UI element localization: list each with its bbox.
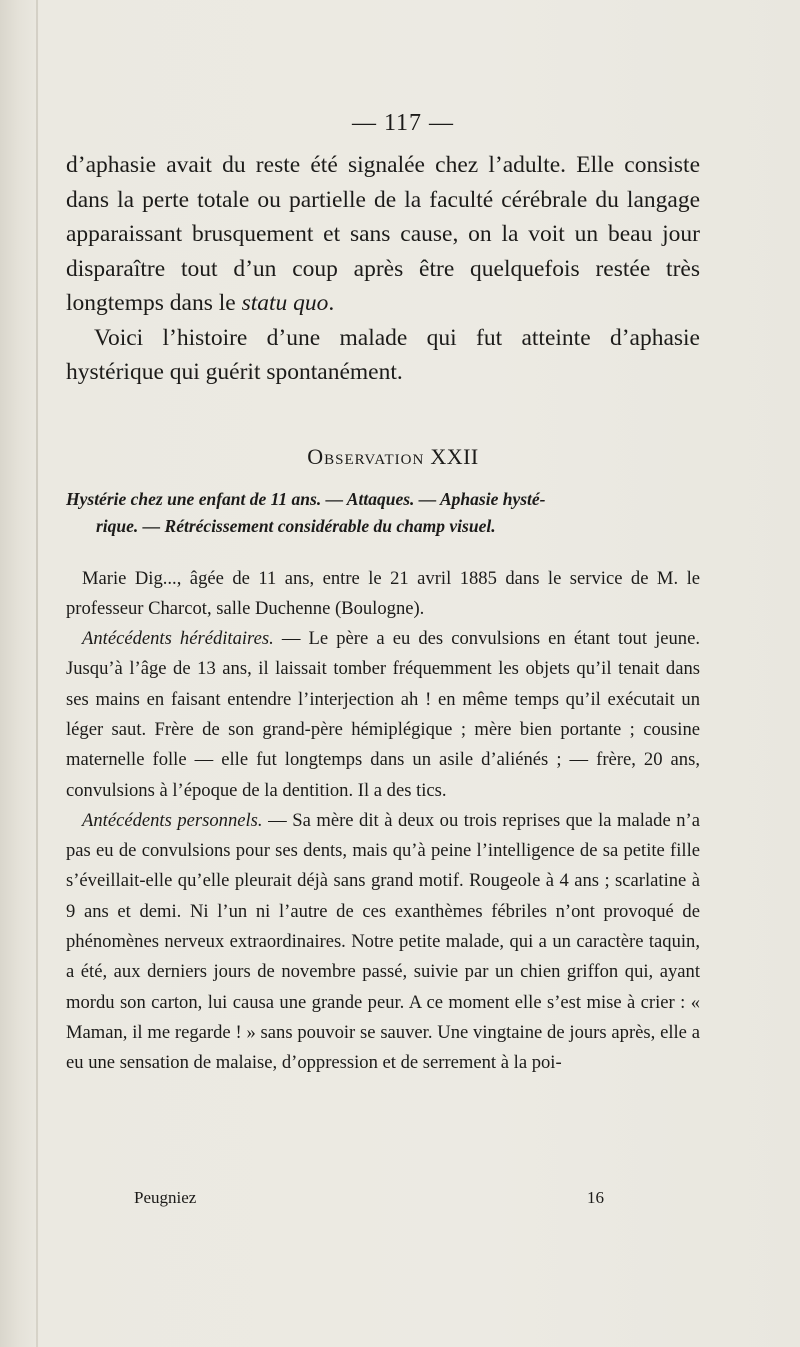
intro-paragraph-1-text: d’aphasie avait du reste été signalée chez l’adulte. Elle consiste dans la perte totale ou partielle de la faculté cérébrale du langage apparaissant brusquement et sans cause, on la voit un beau jour disparaître tout d’un coup après être quelquefois restée très longtemps dans le (66, 152, 700, 316)
intro-paragraph-2: Voici l’histoire d’une malade qui fut atteinte d’aphasie hystérique qui guérit spontanément. (66, 324, 700, 385)
footer-signature-number: 16 (587, 1188, 604, 1207)
body-paragraph-1: Marie Dig..., âgée de 11 ans, entre le 21 avril 1885 dans le service de M. le professeur Charcot, salle Duchenne (Boulogne). (66, 567, 700, 619)
personal-label: Antécédents personnels. (82, 809, 263, 831)
subtitle-line-2: rique. — Rétrécissement considérable du champ visuel. (96, 515, 496, 536)
hereditary-text: — Le père a eu des convulsions en étant tout jeune. Jusqu’à l’âge de 13 ans, il laissait tomber fréquemment les objets qu’il tenait dans ses mains en faisant entendre l’interjection ah ! en même temps qu’il exécutait un léger saut. Frère de son grand-père hémiplégique ; mère bien portante ; cousine maternelle folle — elle fut longtemps dans un asile d’aliénés ; — frère, 20 ans, convulsions à l’époque de la dentition. Il a des tics. (66, 628, 701, 801)
intro-paragraph-1-end: . (328, 290, 335, 316)
observation-subtitle (66, 486, 700, 540)
observation-heading (66, 442, 700, 472)
body-paragraph-2 (66, 624, 700, 806)
statu-quo-phrase: statu quo (241, 290, 329, 316)
footer-author: Peugniez (134, 1188, 197, 1207)
observation-body (66, 564, 700, 1079)
binding-gutter (36, 0, 38, 1347)
page-footer (134, 1188, 604, 1212)
page-number: — 117 — (351, 110, 455, 136)
hereditary-label: Antécédents héréditaires. (82, 628, 274, 650)
subtitle-line-1: Hystérie chez une enfant de 11 ans. — Attaques. — Aphasie hysté- (66, 488, 546, 509)
intro-paragraph-1 (66, 148, 700, 321)
personal-text: — Sa mère dit à deux ou trois reprises que la malade n’a pas eu de convulsions pour ses dents, mais qu’à peine l’intelligence de sa petite fille s’éveillait-elle qu’elle pleurait déjà sans grand motif. Rougeole à 4 ans ; scarlatine à 9 ans et demi. Ni l’un ni l’autre de ces exanthèmes fébriles n’ont provoqué de phénomènes nerveux extraordinaires. Notre petite malade, qui a un caractère taquin, a été, aux derniers jours de novembre passé, suivie par un chien griffon qui, ayant mordu son carton, lui causa une grande peur. A ce moment elle s’est mise à crier : « Maman, il me regarde ! » sans pouvoir se sauver. Une vingtaine de jours après, elle a eu une sensation de malaise, d’oppression et de serrement à la poi- (66, 809, 700, 1074)
observation-number: XXII (430, 443, 479, 469)
page-content (66, 108, 700, 1079)
intro-section (66, 148, 700, 390)
body-paragraph-3 (66, 806, 700, 1079)
observation-label: Observation (307, 443, 425, 469)
